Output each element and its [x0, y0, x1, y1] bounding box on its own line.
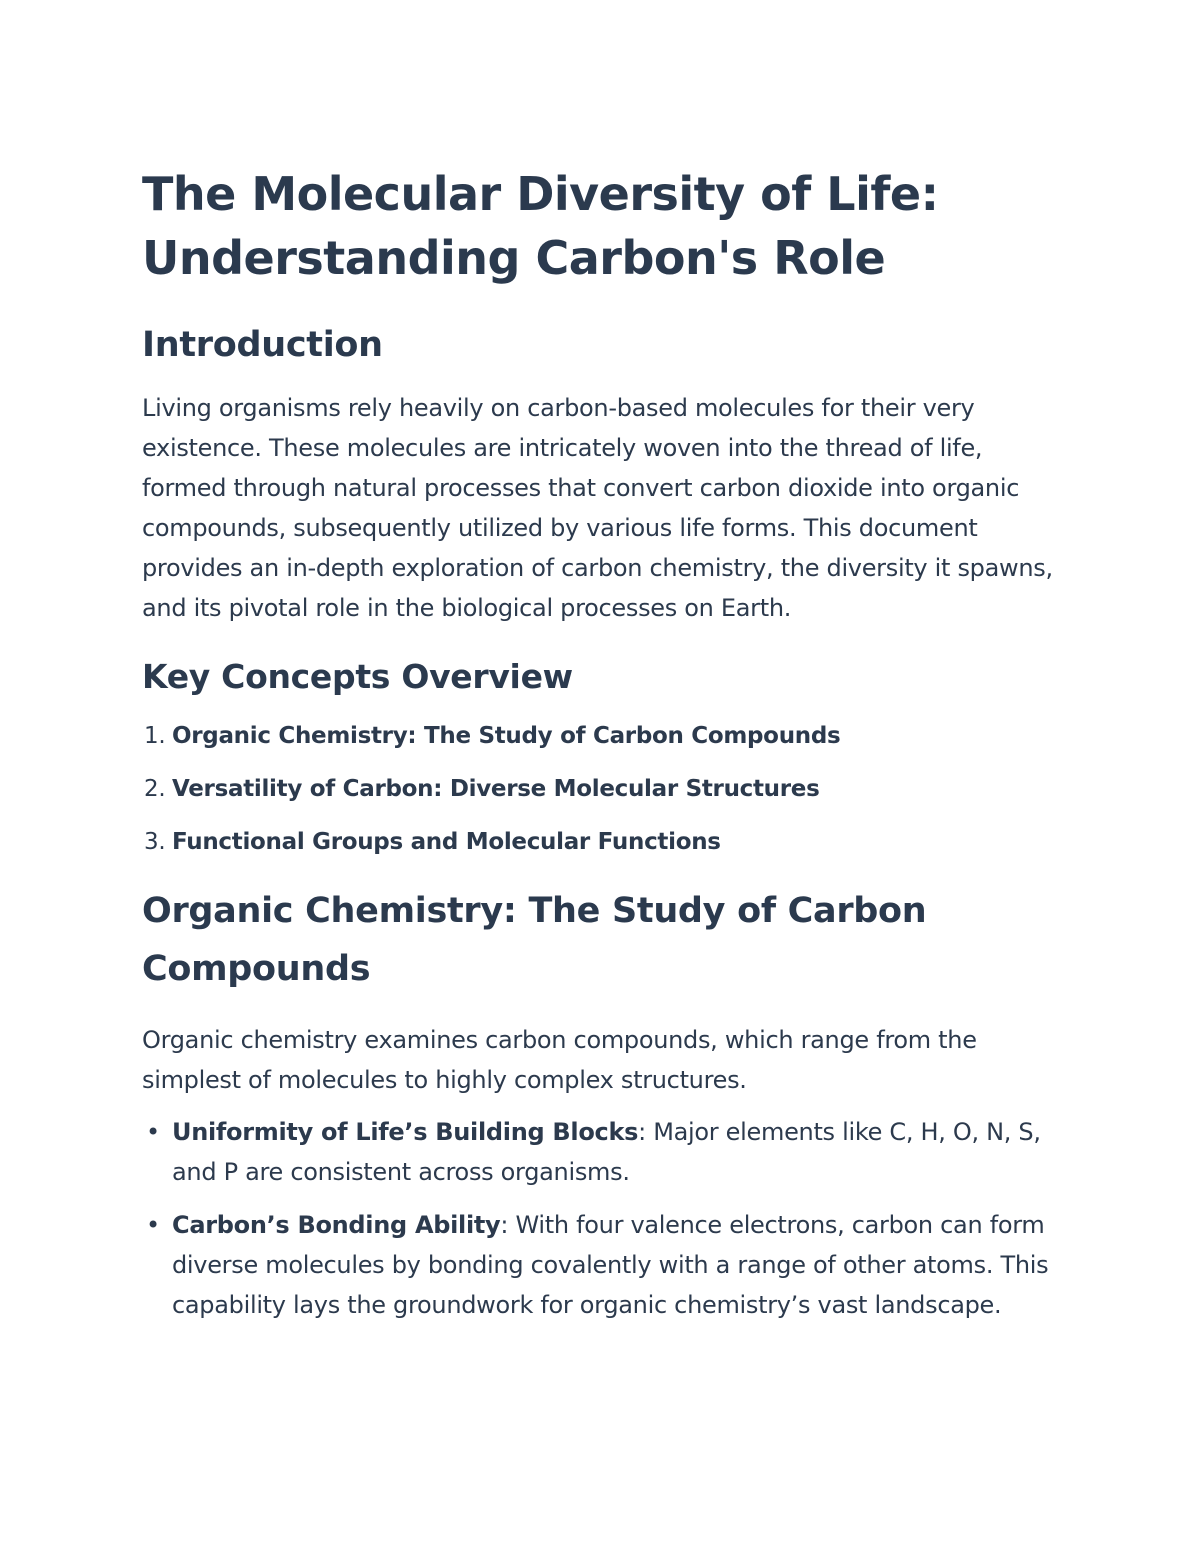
list-item	[146, 1205, 1072, 1325]
organic-chemistry-paragraph: Organic chemistry examines carbon compounds, which range from the simplest of molecules to highly complex structures.	[142, 1026, 977, 1094]
list-item-text: Versatility of Carbon: Diverse Molecular Structures	[172, 776, 820, 802]
page-title: The Molecular Diversity of Life: Understanding Carbon's Role	[142, 167, 939, 285]
bullet-term: Carbon’s Bonding Ability	[172, 1211, 501, 1239]
list-item-text: Functional Groups and Molecular Functions	[172, 829, 721, 855]
bullet-text: : With four valence electrons, carbon can form diverse molecules by bonding covalently with a range of other atoms. This capability lays the groundwork for organic chemistry’s vast landscape.	[172, 1211, 1049, 1319]
bullet-icon: •	[146, 1211, 160, 1239]
list-item	[146, 1112, 1072, 1192]
list-number: 2.	[144, 776, 166, 802]
bullet-text: : Major elements like C, H, O, N, S, and P are consistent across organisms.	[172, 1118, 1041, 1186]
key-concepts-heading: Key Concepts Overview	[142, 657, 573, 696]
document-page	[142, 162, 1072, 1338]
list-item	[144, 822, 1072, 862]
list-number: 3.	[144, 829, 166, 855]
introduction-paragraph: Living organisms rely heavily on carbon-based molecules for their very existence. These molecules are intricately woven into the thread of life, formed through natural processes that convert carbon dioxide into organic compounds, subsequently utilized by various life forms. This document provides an in-depth exploration of carbon chemistry, the diversity it spawns, and its pivotal role in the biological processes on Earth.	[142, 394, 1053, 622]
organic-chemistry-bullets	[142, 1112, 1072, 1325]
list-number: 1.	[144, 723, 166, 749]
key-concepts-list	[142, 716, 1072, 862]
list-item-text: Organic Chemistry: The Study of Carbon Compounds	[172, 723, 841, 749]
introduction-heading: Introduction	[142, 325, 383, 365]
organic-chemistry-heading: Organic Chemistry: The Study of Carbon Compounds	[142, 891, 927, 989]
list-item	[144, 716, 1072, 756]
bullet-term: Uniformity of Life’s Building Blocks	[172, 1118, 639, 1146]
bullet-icon: •	[146, 1118, 160, 1146]
list-item	[144, 769, 1072, 809]
